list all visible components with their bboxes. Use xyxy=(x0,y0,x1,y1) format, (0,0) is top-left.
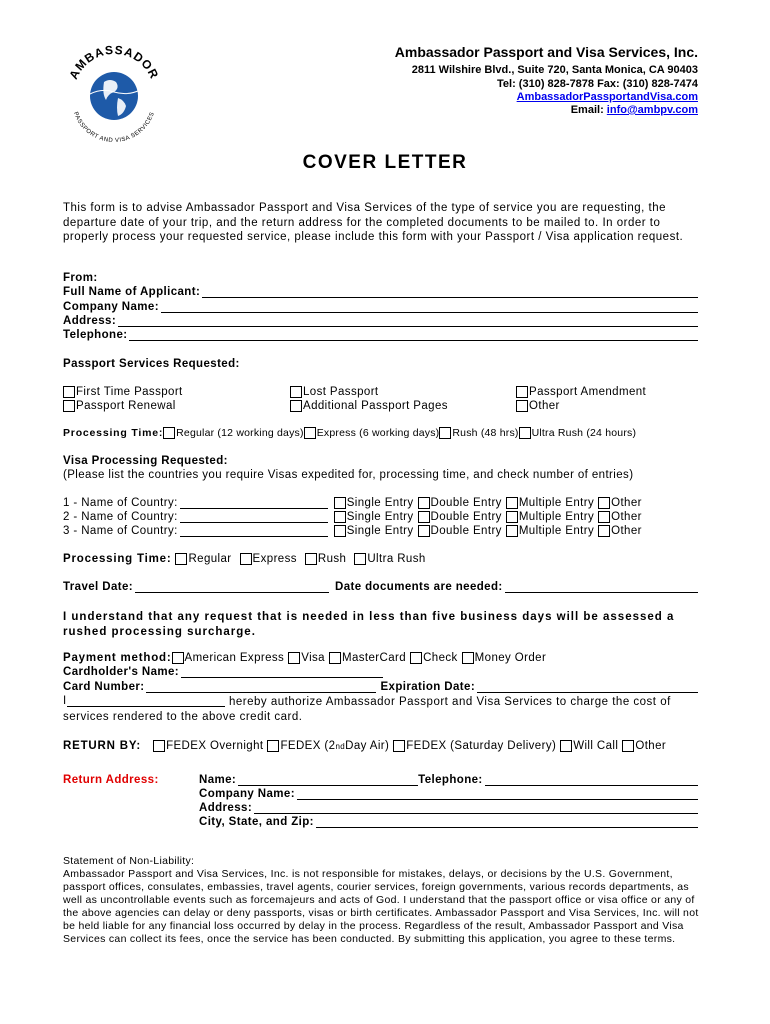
checkbox[interactable] xyxy=(334,511,346,523)
company-address: 2811 Wilshire Blvd., Suite 720, Santa Monica, CA 90403 xyxy=(411,64,698,76)
entry-option[interactable]: Double Entry xyxy=(418,497,502,509)
logo-bottom-text: PASSPORT AND VISA SERVICES xyxy=(72,111,157,142)
checkbox[interactable] xyxy=(329,652,341,664)
card-number-label: Card Number: xyxy=(63,681,145,693)
checkbox[interactable] xyxy=(418,525,430,537)
telephone-label: Telephone: xyxy=(63,329,128,341)
travel-date-label: Travel Date: xyxy=(63,581,133,593)
checkbox[interactable] xyxy=(334,525,346,537)
authorize-prefix: I xyxy=(63,695,67,707)
visa-heading: Visa Processing Requested: xyxy=(63,455,228,467)
passport-processing-option[interactable]: Rush (48 hrs) xyxy=(439,427,518,439)
entry-option[interactable]: Single Entry xyxy=(334,497,414,509)
email-label: Email: xyxy=(570,104,607,116)
return-telephone-field[interactable] xyxy=(485,775,698,786)
return-company-field[interactable] xyxy=(297,789,698,800)
checkbox[interactable] xyxy=(288,652,300,664)
checkbox[interactable] xyxy=(516,386,528,398)
card-number-field[interactable] xyxy=(146,682,376,693)
entry-option[interactable]: Single Entry xyxy=(334,525,414,537)
checkbox[interactable] xyxy=(334,497,346,509)
payment-method-label: Payment method: xyxy=(63,652,172,664)
return-address-row xyxy=(199,802,698,814)
travel-date-field[interactable] xyxy=(135,582,329,593)
ambassador-logo xyxy=(60,42,170,142)
entry-option[interactable]: Other xyxy=(598,497,642,509)
checkbox[interactable] xyxy=(172,652,184,664)
return-option[interactable]: Other xyxy=(622,740,666,752)
checkbox[interactable] xyxy=(439,427,451,439)
passport-heading: Passport Services Requested: xyxy=(63,358,240,370)
entry-option[interactable]: Multiple Entry xyxy=(506,525,594,537)
checkbox[interactable] xyxy=(290,400,302,412)
intro-paragraph: This form is to advise Ambassador Passport and Visa Services of the type of service you are requesting, the departure date of your trip, and the return address for the completed documents to be mailed to. In order to properly process your requested service, please include this form with your Passport / Visa application request. xyxy=(63,202,684,243)
passport-processing-label: Processing Time: xyxy=(63,427,164,439)
passport-option[interactable]: First Time Passport xyxy=(63,386,183,398)
checkbox[interactable] xyxy=(410,652,422,664)
country-field[interactable] xyxy=(180,526,328,537)
checkbox[interactable] xyxy=(175,553,187,565)
logo-top-text: AMBASSADOR xyxy=(66,42,162,82)
address-label: Address: xyxy=(63,315,117,327)
passport-processing-row xyxy=(63,427,636,439)
needed-date-label: Date documents are needed: xyxy=(335,581,503,593)
return-option[interactable]: FEDEX (2 nd Day Air) xyxy=(267,740,389,752)
visa-country-row: 3 - Name of Country: Single Entry Double Entry Multiple Entry Other xyxy=(63,525,642,537)
statement-title: Statement of Non-Liability: xyxy=(63,855,195,867)
checkbox[interactable] xyxy=(560,740,572,752)
checkbox[interactable] xyxy=(516,400,528,412)
surcharge-notice: I understand that any request that is needed in less than five business days will be assessed a rushed processing surcharge. xyxy=(63,611,675,638)
payment-option[interactable]: Check xyxy=(410,652,458,664)
checkbox[interactable] xyxy=(598,497,610,509)
return-city-label: City, State, and Zip: xyxy=(199,816,314,828)
return-address-label: Return Address: xyxy=(63,774,159,786)
passport-option[interactable]: Other xyxy=(516,400,560,412)
checkbox[interactable] xyxy=(622,740,634,752)
authorize-text: hereby authorize Ambassador Passport and Visa Services to charge the cost of services rendered to the above credit card. xyxy=(63,696,671,723)
visa-processing-label: Processing Time: xyxy=(63,553,172,565)
visa-processing-option[interactable]: Express xyxy=(240,553,297,565)
email-line xyxy=(571,103,698,117)
checkbox[interactable] xyxy=(393,740,405,752)
passport-option[interactable]: Additional Passport Pages xyxy=(290,400,448,412)
checkbox[interactable] xyxy=(267,740,279,752)
entry-option[interactable]: Other xyxy=(598,511,642,523)
checkbox[interactable] xyxy=(354,553,366,565)
visa-processing-row xyxy=(63,553,426,565)
checkbox[interactable] xyxy=(462,652,474,664)
return-by-row xyxy=(63,740,666,752)
entry-option[interactable]: Single Entry xyxy=(334,511,414,523)
passport-processing-option[interactable]: Regular (12 working days) xyxy=(163,427,304,439)
checkbox[interactable] xyxy=(305,553,317,565)
return-name-label: Name: xyxy=(199,774,237,786)
checkbox[interactable] xyxy=(63,400,75,412)
entry-option[interactable]: Double Entry xyxy=(418,525,502,537)
checkbox[interactable] xyxy=(418,511,430,523)
from-label: From: xyxy=(63,272,98,284)
visa-processing-option[interactable]: Regular xyxy=(175,553,231,565)
return-city-field[interactable] xyxy=(316,817,698,828)
return-name-row xyxy=(199,774,698,786)
visa-subheading: (Please list the countries you require Visas expedited for, processing time, and check number of entries) xyxy=(63,469,634,481)
payment-option[interactable]: Visa xyxy=(288,652,325,664)
visa-processing-option[interactable]: Ultra Rush xyxy=(354,553,425,565)
card-number-row xyxy=(63,681,698,693)
cardholder-field[interactable] xyxy=(181,667,383,678)
address-row xyxy=(63,315,698,327)
visa-processing-option[interactable]: Rush xyxy=(305,553,346,565)
return-address-field-label: Address: xyxy=(199,802,253,814)
expiration-label: Expiration Date: xyxy=(380,681,476,693)
full-name-field[interactable] xyxy=(202,287,698,298)
return-telephone-label: Telephone: xyxy=(418,774,483,786)
full-name-row xyxy=(63,286,698,298)
checkbox[interactable] xyxy=(290,386,302,398)
email-link[interactable]: info@ambpv.com xyxy=(606,104,698,116)
website-link[interactable]: AmbassadorPassportandVisa.com xyxy=(516,91,698,103)
dates-row xyxy=(63,581,698,593)
full-name-label: Full Name of Applicant: xyxy=(63,286,201,298)
company-phones: Tel: (310) 828-7878 Fax: (310) 828-7474 xyxy=(497,78,698,90)
checkbox[interactable] xyxy=(418,497,430,509)
checkbox[interactable] xyxy=(506,511,518,523)
company-name: Ambassador Passport and Visa Services, Inc. xyxy=(394,44,698,60)
needed-date-field[interactable] xyxy=(505,582,698,593)
return-option[interactable]: FEDEX (Saturday Delivery) xyxy=(393,740,556,752)
page-title: COVER LETTER xyxy=(302,152,468,173)
company-row xyxy=(63,301,698,313)
visa-country-row: 2 - Name of Country: Single Entry Double Entry Multiple Entry Other xyxy=(63,511,642,523)
entry-option[interactable]: Multiple Entry xyxy=(506,497,594,509)
checkbox[interactable] xyxy=(304,427,316,439)
passport-option[interactable]: Passport Amendment xyxy=(516,386,646,398)
expiration-field[interactable] xyxy=(477,682,698,693)
checkbox[interactable] xyxy=(598,525,610,537)
globe-icon xyxy=(90,72,138,120)
checkbox[interactable] xyxy=(519,427,531,439)
return-address-field[interactable] xyxy=(254,803,698,814)
cardholder-label: Cardholder's Name: xyxy=(63,666,180,678)
passport-processing-option[interactable]: Ultra Rush (24 hours) xyxy=(519,427,637,439)
entry-option[interactable]: Other xyxy=(598,525,642,537)
payment-method-row xyxy=(63,652,546,664)
return-name-field[interactable] xyxy=(238,775,418,786)
payment-option[interactable]: Money Order xyxy=(462,652,547,664)
company-field[interactable] xyxy=(161,302,698,313)
return-city-row xyxy=(199,816,698,828)
checkbox[interactable] xyxy=(153,740,165,752)
return-option[interactable]: FEDEX Overnight xyxy=(153,740,263,752)
address-field[interactable] xyxy=(118,316,698,327)
checkbox[interactable] xyxy=(163,427,175,439)
payment-option[interactable]: American Express xyxy=(172,652,285,664)
checkbox[interactable] xyxy=(240,553,252,565)
checkbox[interactable] xyxy=(506,525,518,537)
entry-option[interactable]: Multiple Entry xyxy=(506,511,594,523)
statement-body: Ambassador Passport and Visa Services, Inc. is not responsible for mistakes, delays, or decisions by the U.S. Government, passport offices, consulates, embassies, travel agents, courier services, foreign governments, various records departments, as well as uncontrollable events such as forcemajeurs and acts of God. I understand that the passport office or visa office or any of the above agencies can delay or deny passports, visas or birth certificates. Ambassador Passport and Visa Services, Inc. will not be held liable for any financial loss occurred by delay in the process. Regardless of the result, Ambassador Passport and Visa Services can collect its fees, once the service has been conducted. By submitting this application, you agree to these terms. xyxy=(63,868,699,945)
telephone-field[interactable] xyxy=(129,330,698,341)
payment-option[interactable]: MasterCard xyxy=(329,652,406,664)
passport-option[interactable]: Passport Renewal xyxy=(63,400,176,412)
entry-option[interactable]: Double Entry xyxy=(418,511,502,523)
return-company-label: Company Name: xyxy=(199,788,295,800)
telephone-row xyxy=(63,329,698,341)
checkbox[interactable] xyxy=(506,497,518,509)
country-field[interactable] xyxy=(180,512,328,523)
visa-country-row: 1 - Name of Country: Single Entry Double Entry Multiple Entry Other xyxy=(63,497,642,509)
return-company-row xyxy=(199,788,698,800)
passport-processing-option[interactable]: Express (6 working days) xyxy=(304,427,440,439)
checkbox[interactable] xyxy=(63,386,75,398)
company-label: Company Name: xyxy=(63,301,159,313)
return-option[interactable]: Will Call xyxy=(560,740,618,752)
checkbox[interactable] xyxy=(598,511,610,523)
cardholder-row xyxy=(63,666,383,678)
passport-option[interactable]: Lost Passport xyxy=(290,386,379,398)
return-by-label: RETURN BY: xyxy=(63,740,142,752)
country-field[interactable] xyxy=(180,498,328,509)
